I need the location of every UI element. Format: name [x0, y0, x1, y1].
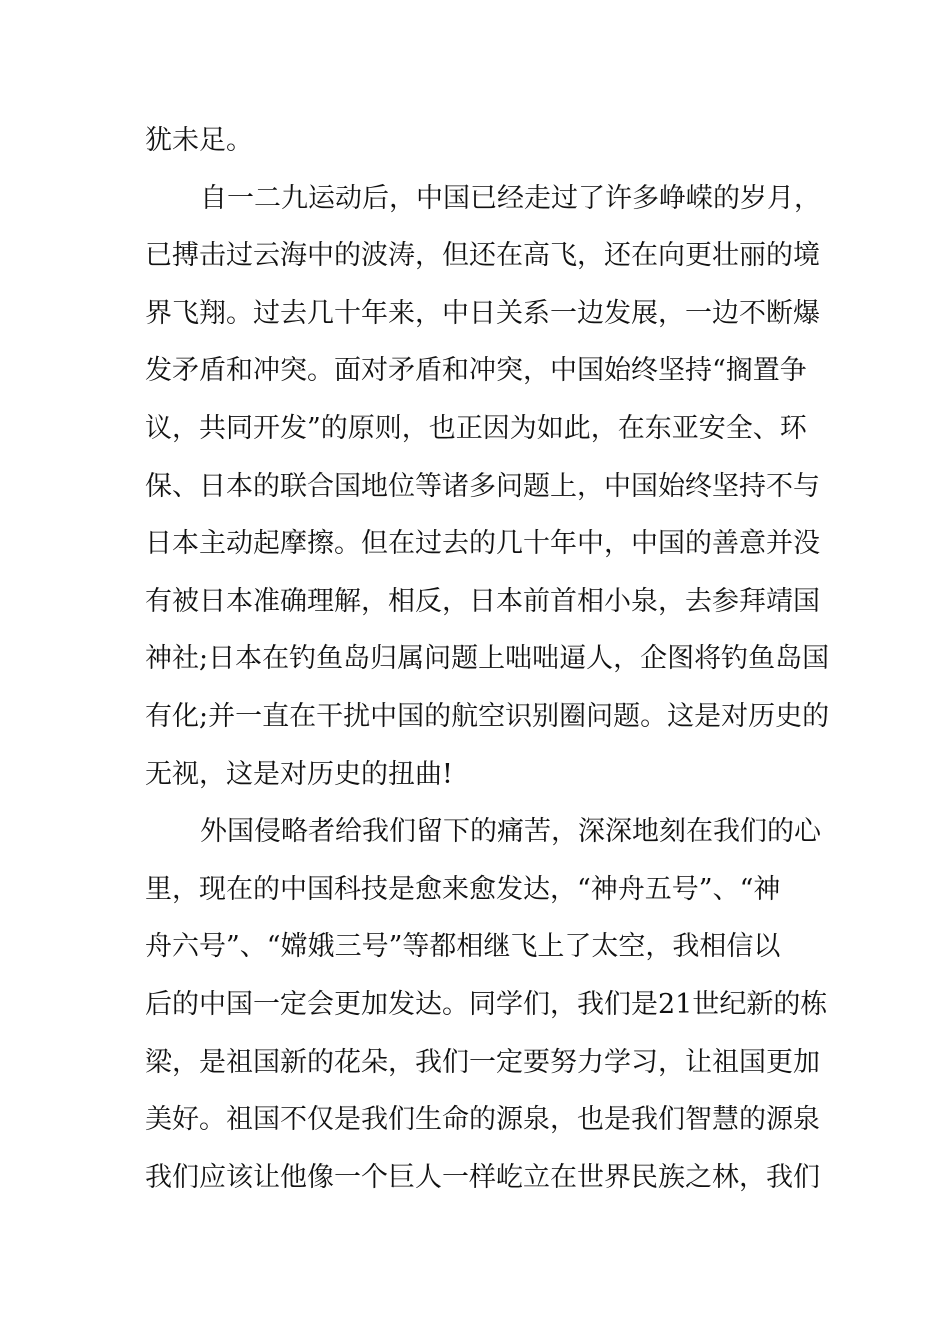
text-line: 界飞翔。过去几十年来，中日关系一边发展，一边不断爆 — [145, 297, 820, 329]
paragraph-start-line: 自一二九运动后，中国已经走过了许多峥嵘的岁月， — [200, 182, 821, 214]
text-line: 后的中国一定会更加发达。同学们，我们是21世纪新的栋 — [145, 988, 828, 1020]
text-line: 无视，这是对历史的扭曲! — [145, 758, 453, 790]
text-line: 犹未足。 — [145, 125, 253, 156]
text-line: 我们应该让他像一个巨人一样屹立在世界民族之林，我们 — [145, 1161, 820, 1193]
paragraph-start-line: 外国侵略者给我们留下的痛苦，深深地刻在我们的心 — [200, 816, 821, 848]
text-line: 里，现在的中国科技是愈来愈发达，“神舟五号”、“神 — [145, 873, 781, 905]
text-line: 保、日本的联合国地位等诸多问题上，中国始终坚持不与 — [145, 470, 820, 502]
text-line: 神社;日本在钓鱼岛归属问题上咄咄逼人，企图将钓鱼岛国 — [145, 643, 830, 675]
text-line: 舟六号”、“嫦娥三号”等都相继飞上了太空，我相信以 — [145, 931, 781, 963]
text-line: 有被日本准确理解，相反，日本前首相小泉，去参拜靖国 — [145, 585, 820, 617]
text-line: 美好。祖国不仅是我们生命的源泉，也是我们智慧的源泉 — [145, 1104, 820, 1136]
text-line: 日本主动起摩擦。但在过去的几十年中，中国的善意并没 — [145, 528, 820, 560]
text-line: 已搏击过云海中的波涛，但还在高飞，还在向更壮丽的境 — [145, 240, 820, 272]
body-text — [145, 112, 830, 1206]
text-line: 发矛盾和冲突。面对矛盾和冲突，中国始终坚持“搁置争 — [145, 355, 807, 387]
text-line: 梁，是祖国新的花朵，我们一定要努力学习，让祖国更加 — [145, 1046, 820, 1078]
text-line: 有化;并一直在干扰中国的航空识别圈问题。这是对历史的 — [145, 700, 830, 732]
text-line: 议，共同开发”的原则，也正因为如此，在东亚安全、环 — [145, 412, 807, 444]
